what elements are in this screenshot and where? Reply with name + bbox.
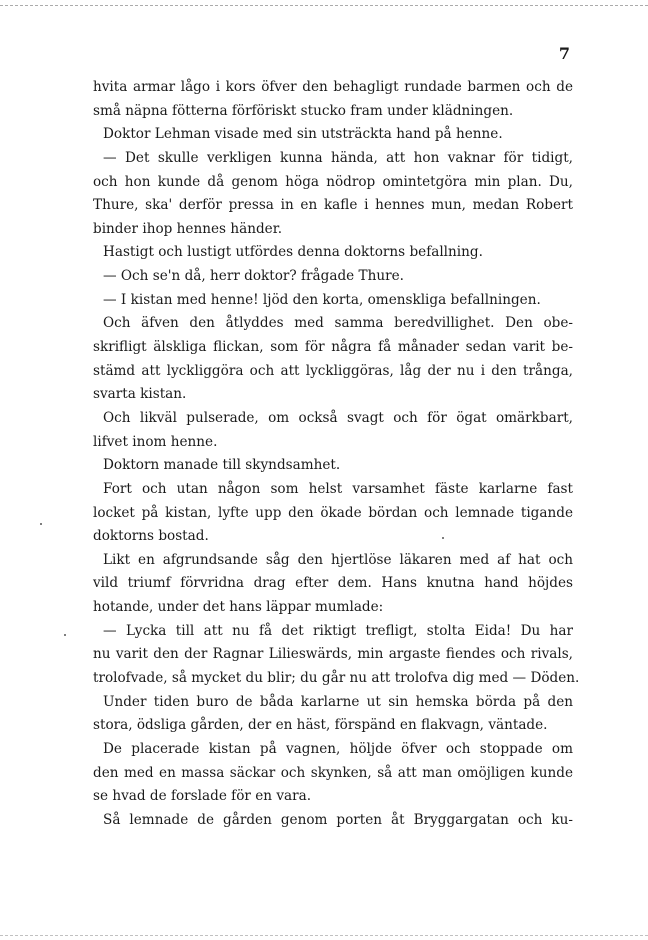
text-line: Fort och utan någon som helst varsamhet fäste karlarne fast xyxy=(103,480,573,497)
text-line: De placerade kistan på vagnen, höljde öfver och stoppade om xyxy=(103,740,573,757)
text-line: Och äfven den åtlyddes med samma beredvillighet. Den obe- xyxy=(103,315,573,332)
scan-speck xyxy=(64,634,66,636)
text-line: stora, ödsliga gården, der en häst, förspänd en flakvagn, väntade. xyxy=(93,717,548,734)
text-line: — Det skulle verkligen kunna hända, att hon vaknar för tidigt, xyxy=(103,149,573,166)
text-line: svarta kistan. xyxy=(93,386,187,403)
text-line: Doktor Lehman visade med sin utsträckta hand på henne. xyxy=(103,126,503,143)
text-line: — Och se'n då, herr doktor? frågade Thure. xyxy=(103,268,404,285)
text-line: nu varit den der Ragnar Lilieswärds, min argaste fiendes och rivals, xyxy=(93,646,573,663)
text-line: Och likväl pulserade, om också svagt och för ögat omärkbart, xyxy=(103,409,573,426)
text-line: Likt en afgrundsande såg den hjertlöse läkaren med af hat och xyxy=(103,551,573,568)
text-line: doktorns bostad. xyxy=(93,528,209,545)
text-line: Doktorn manade till skyndsamhet. xyxy=(103,457,341,474)
text-line: Under tiden buro de båda karlarne ut sin hemska börda på den xyxy=(103,693,573,710)
text-line: trolofvade, så mycket du blir; du går nu att trolofva dig med — Döden. xyxy=(93,670,580,687)
text-line: små näpna fötterna förföriskt stucko fram under klädningen. xyxy=(93,102,514,119)
scan-top-edge xyxy=(0,0,648,6)
text-line: — Lycka till att nu få det riktigt trefligt, stolta Eida! Du har xyxy=(103,622,573,639)
text-line: stämd att lyckliggöra och att lyckliggöras, låg der nu i den trånga, xyxy=(93,362,573,379)
page-number: 7 xyxy=(558,44,570,63)
text-line: Så lemnade de gården genom porten åt Bryggargatan och ku- xyxy=(103,811,573,828)
text-line: och hon kunde då genom höga nödrop omintetgöra min plan. Du, xyxy=(93,173,573,190)
text-line: binder ihop hennes händer. xyxy=(93,220,283,237)
text-line: vild triumf förvridna drag efter dem. Hans knutna hand höjdes xyxy=(93,575,573,592)
text-line: — I kistan med henne! ljöd den korta, omenskliga befallningen. xyxy=(103,291,541,308)
text-line: hotande, under det hans läppar mumlade: xyxy=(93,599,384,616)
text-line: skrifligt älskliga flickan, som för några få månader sedan varit be- xyxy=(93,339,573,356)
text-line: Hastigt och lustigt utfördes denna doktorns befallning. xyxy=(103,244,483,261)
body-text xyxy=(93,76,580,833)
scan-speck xyxy=(40,523,42,525)
text-line: hvita armar lågo i kors öfver den behagligt rundade barmen och de xyxy=(93,79,573,95)
text-line: lifvet inom henne. xyxy=(93,433,218,450)
scan-speck xyxy=(442,537,444,539)
text-line: den med en massa säckar och skynken, så att man omöjligen kunde xyxy=(93,764,573,781)
text-line: se hvad de forslade för en vara. xyxy=(93,788,312,805)
text-line: Thure, ska' derför pressa in en kafle i hennes mun, medan Robert xyxy=(93,197,573,214)
scan-bottom-edge xyxy=(0,935,648,937)
text-line: locket på kistan, lyfte upp den ökade bördan och lemnade tigande xyxy=(93,504,573,521)
